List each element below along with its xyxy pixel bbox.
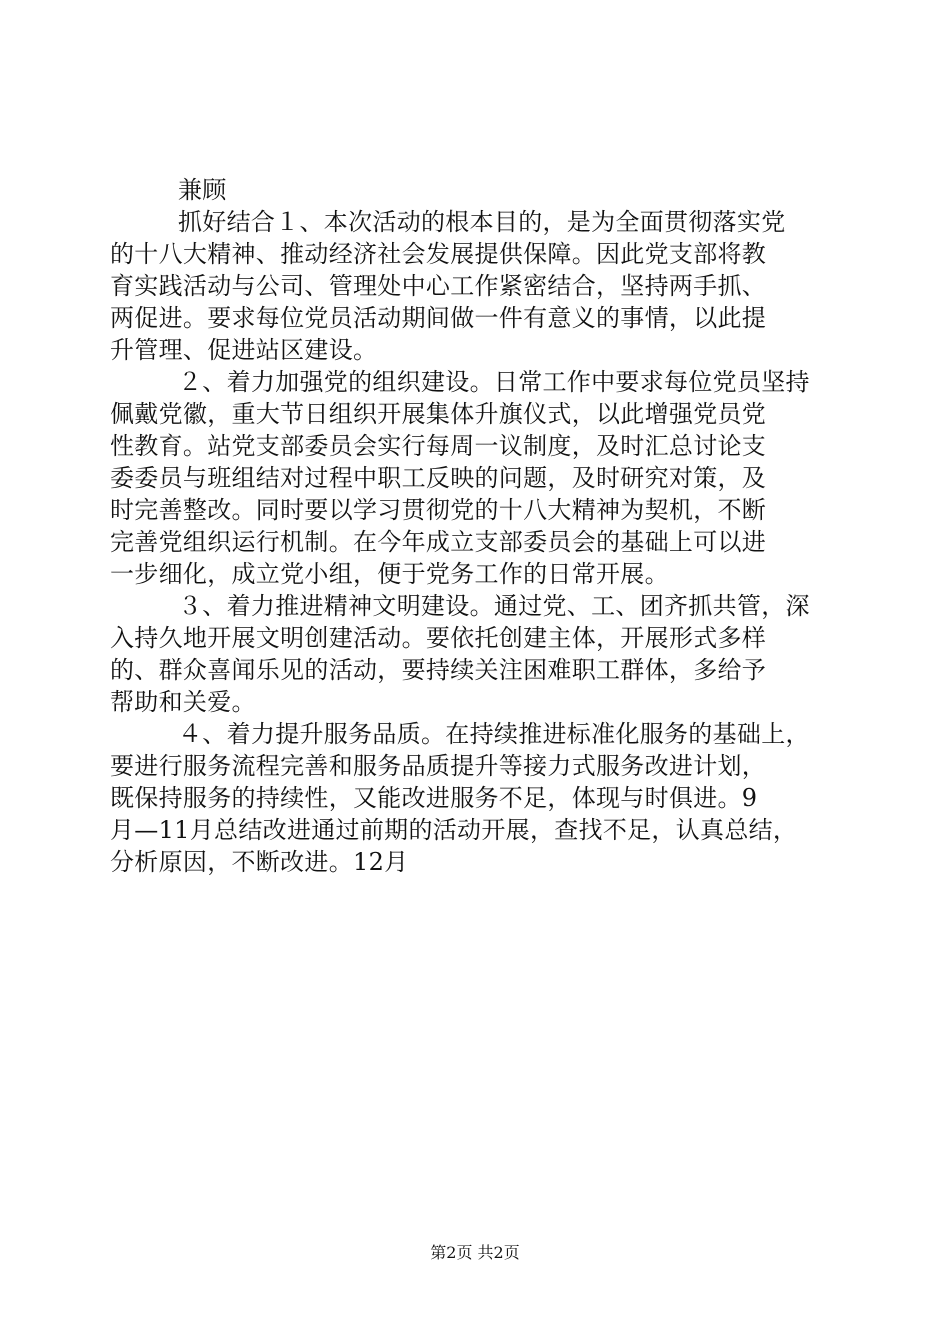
text-line: 的十八大精神、推动经济社会发展提供保障。因此党支部将教 <box>110 240 767 268</box>
text-line: 育实践活动与公司、管理处中心工作紧密结合，坚持两手抓、 <box>110 272 767 300</box>
paragraph-start-line: ３、着力推进精神文明建设。通过党、工、团齐抓共管，深 <box>178 592 810 620</box>
page-footer <box>0 1243 950 1263</box>
text-line: 时完善整改。同时要以学习贯彻党的十八大精神为契机，不断 <box>110 496 767 524</box>
paragraph-start-line: 抓好结合１、本次活动的根本目的，是为全面贯彻落实党 <box>178 208 786 236</box>
text-line: 完善党组织运行机制。在今年成立支部委员会的基础上可以进 <box>110 528 767 556</box>
text-line: 性教育。站党支部委员会实行每周一议制度，及时汇总讨论支 <box>110 432 767 460</box>
text-line: 一步细化，成立党小组，便于党务工作的日常开展。 <box>110 560 669 588</box>
text-line: 月—11月总结改进通过前期的活动开展，查找不足，认真总结， <box>110 816 798 844</box>
text-line: 升管理、促进站区建设。 <box>110 336 378 364</box>
body-text <box>110 174 830 878</box>
text-line: 入持久地开展文明创建活动。要依托创建主体，开展形式多样 <box>110 624 767 652</box>
text-line: 帮助和关爱。 <box>110 688 256 716</box>
text-line: 兼顾 <box>178 176 227 204</box>
paragraph-start-line: ４、着力提升服务品质。在持续推进标准化服务的基础上， <box>178 720 810 748</box>
page-indicator: 第2页 共2页 <box>430 1243 520 1262</box>
text-line: 佩戴党徽，重大节日组织开展集体升旗仪式，以此增强党员党 <box>110 400 767 428</box>
text-line: 既保持服务的持续性，又能改进服务不足，体现与时俱进。9 <box>110 784 758 812</box>
text-line: 分析原因，不断改进。12月 <box>110 848 409 876</box>
text-line: 要进行服务流程完善和服务品质提升等接力式服务改进计划， <box>110 752 767 780</box>
text-line: 两促进。要求每位党员活动期间做一件有意义的事情，以此提 <box>110 304 767 332</box>
text-line: 的、群众喜闻乐见的活动，要持续关注困难职工群体，多给予 <box>110 656 767 684</box>
text-line: 委委员与班组结对过程中职工反映的问题，及时研究对策，及 <box>110 464 767 492</box>
paragraph-start-line: ２、着力加强党的组织建设。日常工作中要求每位党员坚持 <box>178 368 810 396</box>
